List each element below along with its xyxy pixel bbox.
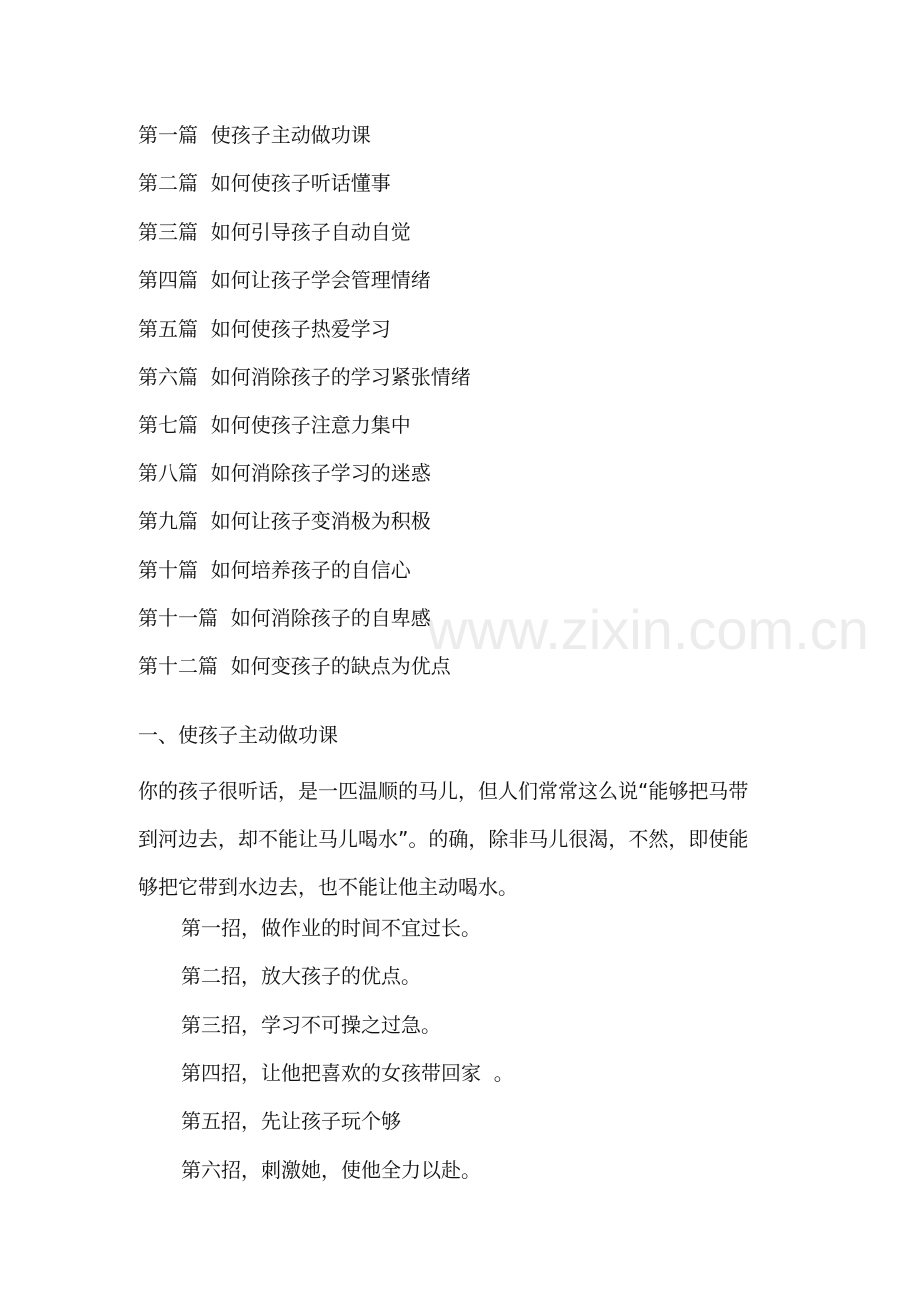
- section-heading: 一、使孩子主动做功课: [138, 723, 338, 747]
- paragraph-line: 你的孩子很听话，是一匹温顺的马儿，但人们常常这么说“能够把马带: [138, 779, 749, 803]
- toc-item-8: 第八篇 如何消除孩子学习的迷惑: [138, 461, 431, 485]
- toc-item-11: 第十一篇 如何消除孩子的自卑感: [138, 606, 431, 630]
- paragraph-line: 到河边去，却不能让马儿喝水”。的确，除非马儿很渴，不然，即使能: [138, 827, 749, 851]
- toc-item-1: 第一篇 使孩子主动做功课: [138, 123, 371, 147]
- watermark: www.zixin.com.cn: [427, 598, 869, 661]
- toc-item-12: 第十二篇 如何变孩子的缺点为优点: [138, 654, 451, 678]
- toc-item-10: 第十篇 如何培养孩子的自信心: [138, 558, 411, 582]
- tip-item-3: 第三招，学习不可操之过急。: [181, 1013, 441, 1037]
- toc-item-7: 第七篇 如何使孩子注意力集中: [138, 413, 411, 437]
- tip-item-4: 第四招，让他把喜欢的女孩带回家 。: [181, 1061, 514, 1085]
- tip-item-6: 第六招，刺激她，使他全力以赴。: [181, 1158, 481, 1182]
- intro-paragraph: [138, 767, 788, 911]
- toc-item-6: 第六篇 如何消除孩子的学习紧张情绪: [138, 365, 471, 389]
- toc-item-2: 第二篇 如何使孩子听话懂事: [138, 171, 391, 195]
- toc-item-3: 第三篇 如何引导孩子自动自觉: [138, 220, 411, 244]
- toc-item-5: 第五篇 如何使孩子热爱学习: [138, 317, 391, 341]
- tip-item-1: 第一招，做作业的时间不宜过长。: [181, 916, 481, 940]
- tip-item-2: 第二招，放大孩子的优点。: [181, 964, 421, 988]
- toc-item-9: 第九篇 如何让孩子变消极为积极: [138, 509, 431, 533]
- paragraph-line: 够把它带到水边去，也不能让他主动喝水。: [138, 875, 518, 899]
- tip-item-5: 第五招，先让孩子玩个够: [181, 1109, 401, 1133]
- toc-item-4: 第四篇 如何让孩子学会管理情绪: [138, 268, 431, 292]
